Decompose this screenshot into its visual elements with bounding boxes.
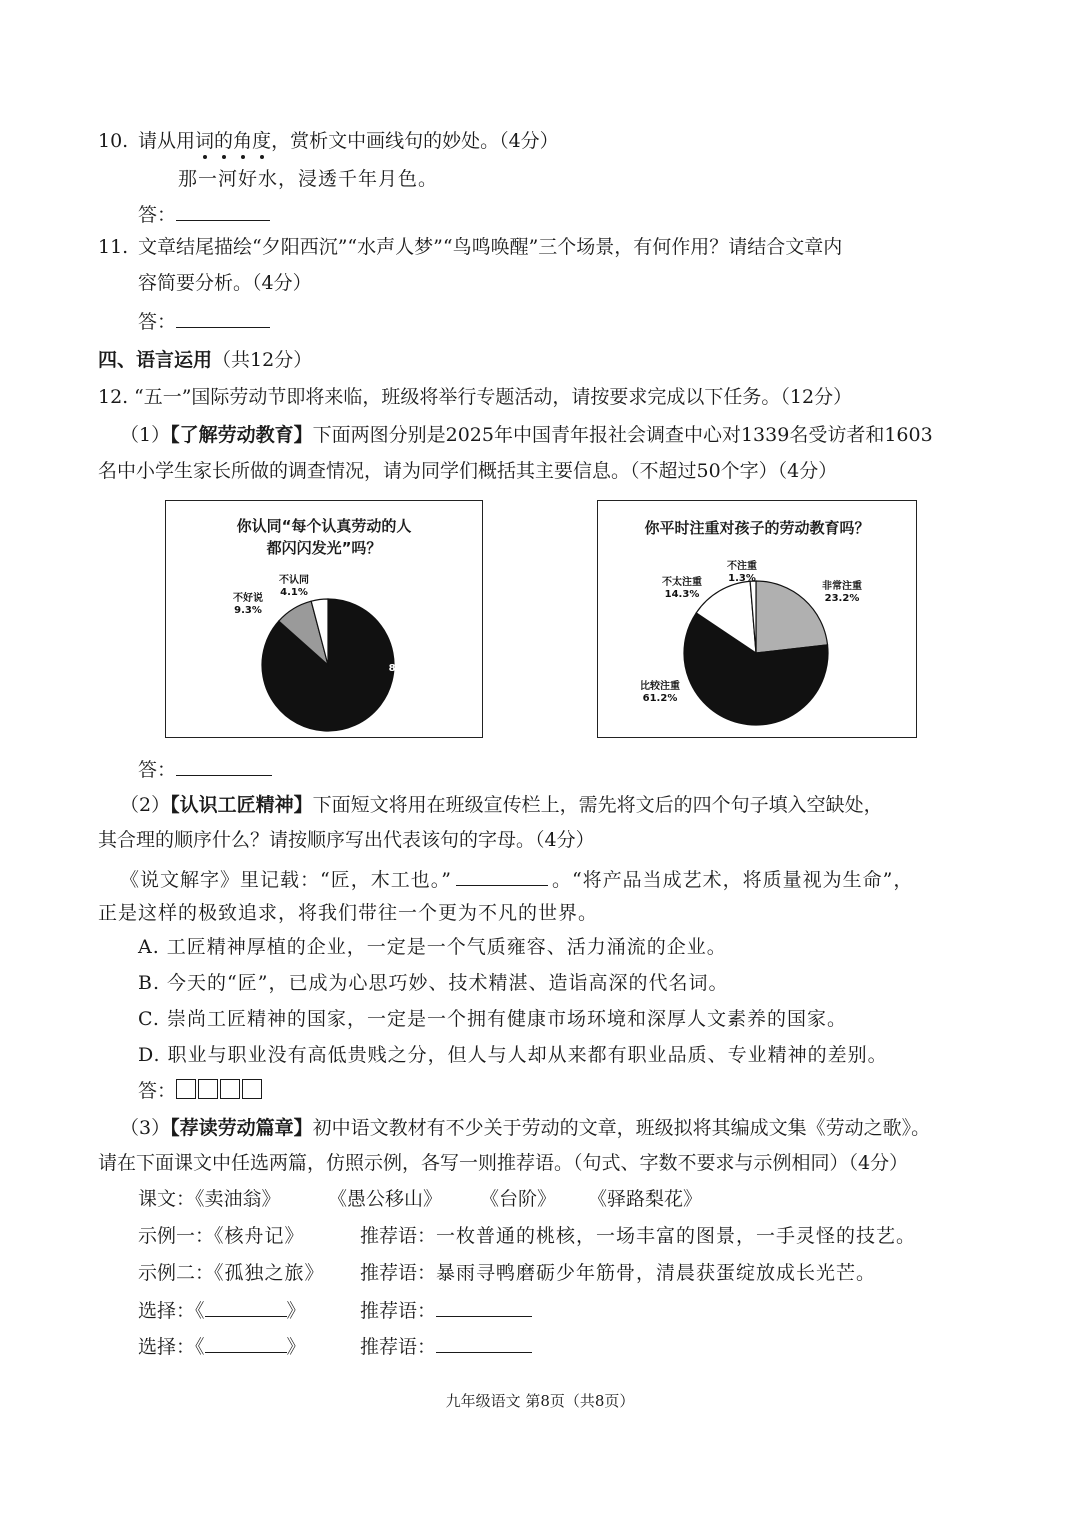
chart1-value-0: 86.6% (388, 663, 424, 674)
part3-text1: 初中语文教材有不少关于劳动的文章，班级拟将其编成文集《劳动之歌》。 (312, 1117, 931, 1139)
q12-part1-line1 (120, 422, 933, 448)
q10-prompt-emphasis (176, 130, 271, 152)
q11-answer-label: 答： (138, 311, 177, 333)
part2-answer-label: 答： (138, 1080, 177, 1102)
choice2-label: 选择： (138, 1336, 196, 1358)
choice-1 (138, 1296, 1038, 1324)
text-4: 《驿路梨花》 (588, 1188, 703, 1210)
passage-blank[interactable] (456, 865, 548, 886)
choice-2 (138, 1332, 1038, 1360)
chart2-label-3: 不注重 (727, 561, 757, 572)
q11-number: 11. (98, 236, 129, 258)
q12-number: 12. (98, 386, 129, 408)
q10-answer (138, 200, 270, 228)
answer-box-4[interactable] (242, 1079, 262, 1099)
q10-answer-blank[interactable] (176, 200, 270, 221)
chart-pie-2 (597, 500, 917, 738)
q10-emphasis-char: 的 (214, 130, 234, 152)
text-2: 《愚公移山》 (328, 1188, 443, 1210)
chart1-label-1: 不好说 (233, 593, 263, 604)
choice2-rec-label: 推荐语： (360, 1336, 437, 1358)
chart2-title: 你平时注重对孩子的劳动教育吗？ (644, 519, 870, 537)
part2-passage-line1 (120, 865, 913, 893)
passage-part-b: 。“将产品当成艺术，将质量视为生命”， (551, 869, 914, 891)
chart2-label-1: 比较注重 (640, 681, 680, 692)
part1-answer-label: 答： (138, 759, 177, 781)
option-a: A. 工匠精神厚植的企业，一定是一个气质雍容、活力涌流的企业。 (138, 936, 727, 958)
example-2 (138, 1260, 1038, 1286)
passage-part-a: 《说文解字》里记载：“匠，木工也。” (120, 869, 452, 891)
part2-answer (138, 1078, 264, 1104)
q10-emphasis-char: 用 (176, 130, 196, 152)
q11-line1: 文章结尾描绘“夕阳西沉”“水声人梦”“鸟鸣唤醒”三个场景，有何作用？请结合文章内 (138, 236, 843, 258)
section4-score: （共12分） (212, 349, 313, 371)
part2-index: （2） (120, 794, 171, 816)
text-3: 《台阶》 (480, 1188, 557, 1210)
choice2-open: 《 (195, 1336, 205, 1358)
choice2-close: 》 (286, 1336, 306, 1358)
q12-part1-line2: 名中小学生家长所做的调查情况，请为同学们概括其主要信息。（不超过50个字）（4分） (98, 460, 838, 482)
ex1-title: 《核舟记》 (214, 1225, 305, 1247)
choice1-rec-blank[interactable] (436, 1296, 532, 1317)
section4-heading (98, 347, 312, 373)
q10-quote: 那一河好水，浸透千年月色。 (178, 168, 439, 190)
q11-answer-blank[interactable] (176, 307, 270, 328)
page-footer: 九年级语文 第8页（共8页） (445, 1392, 635, 1410)
chart1-svg (166, 501, 482, 737)
q10-emphasis-char: 角 (233, 130, 253, 152)
q12-part3-line2: 请在下面课文中任选两篇，仿照示例，各写一则推荐语。（句式、字数不要求与示例相同）（4分） (98, 1152, 909, 1174)
part1-tag: 【了解劳动教育】 (170, 424, 313, 446)
part2-tag: 【认识工匠精神】 (170, 794, 313, 816)
chart1-title-line1: 你认同“每个认真劳动的人 (236, 517, 412, 535)
part1-text1: 下面两图分别是2025年中国青年报社会调查中心对1339名受访者和1603 (312, 424, 933, 446)
q12-intro-text: “五一”国际劳动节即将来临，班级将举行专题活动，请按要求完成以下任务。（12分） (134, 386, 853, 408)
q12-part2-line2: 其合理的顺序什么？请按顺序写出代表该句的字母。（4分） (98, 829, 595, 851)
q11-line2: 容简要分析。（4分） (138, 272, 312, 294)
choice1-title-blank[interactable] (205, 1296, 287, 1317)
chart2-value-1: 61.2% (642, 693, 678, 704)
chart2-value-0: 23.2% (824, 593, 860, 604)
answer-box-2[interactable] (198, 1079, 218, 1099)
option-c: C. 崇尚工匠精神的国家，一定是一个拥有健康市场环境和深厚人文素养的国家。 (138, 1008, 847, 1030)
q10-answer-label: 答： (138, 204, 177, 226)
chart1-label-0: 认同 (396, 651, 416, 662)
section4-title: 四、语言运用 (98, 349, 213, 371)
answer-box-1[interactable] (176, 1079, 196, 1099)
q10-number: 10. (98, 130, 129, 152)
chart2-slice-0 (756, 581, 828, 653)
choice2-title-blank[interactable] (205, 1332, 287, 1353)
q12-part3-line1 (120, 1115, 930, 1141)
answer-box-3[interactable] (220, 1079, 240, 1099)
ex1-rec-label: 推荐语： (360, 1225, 437, 1247)
ex2-rec: 暴雨寻鸭磨砺少年筋骨，清晨获蛋绽放成长光芒。 (436, 1262, 877, 1284)
chart2-value-2: 14.3% (664, 589, 700, 600)
q10-emphasis-char: 度 (252, 130, 272, 152)
chart2-label-0: 非常注重 (822, 581, 862, 592)
part3-tag: 【荐读劳动篇章】 (170, 1117, 313, 1139)
q11-answer (138, 307, 270, 335)
part3-texts (138, 1186, 703, 1212)
q12-part2-line1 (120, 792, 883, 818)
chart1-title-line2: 都闪闪发光”吗？ (266, 539, 382, 557)
ex1-rec: 一枚普通的桃核，一场丰富的图景，一手灵怪的技艺。 (436, 1225, 917, 1247)
ex2-title: 《孤独之旅》 (214, 1262, 325, 1284)
chart-pie-1 (165, 500, 483, 738)
chart2-svg (598, 501, 916, 737)
q10-prompt-pre: 请从 (138, 130, 177, 152)
choice1-open: 《 (195, 1300, 205, 1322)
option-b: B. 今天的“匠”，已成为心思巧妙、技术精湛、造诣高深的代名词。 (138, 972, 729, 994)
choice2-rec-blank[interactable] (436, 1332, 532, 1353)
example-1 (138, 1223, 1038, 1249)
chart2-label-2: 不太注重 (662, 577, 702, 588)
chart1-value-2: 4.1% (280, 587, 308, 598)
chart2-value-3: 1.3% (728, 573, 756, 584)
text-1: 《卖油翁》 (195, 1188, 281, 1210)
texts-label: 课文： (138, 1188, 196, 1210)
option-d: D. 职业与职业没有高低贵贱之分，但人与人却从来都有职业品质、专业精神的差别。 (138, 1044, 888, 1066)
q10-prompt-post: ，赏析文中画线句的妙处。（4分） (271, 130, 559, 152)
part1-answer-blank[interactable] (176, 755, 272, 776)
choice1-close: 》 (286, 1300, 306, 1322)
ex2-label: 示例二： (138, 1262, 215, 1284)
q10-emphasis-char: 词 (195, 130, 215, 152)
ex1-label: 示例一： (138, 1225, 215, 1247)
part2-passage-line2: 正是这样的极致追求，将我们带往一个更为不凡的世界。 (98, 902, 599, 924)
part2-text1: 下面短文将用在班级宣传栏上，需先将文后的四个句子填入空缺处， (312, 794, 883, 816)
chart1-value-1: 9.3% (234, 605, 262, 616)
chart1-label-2: 不认同 (279, 575, 309, 586)
choice1-label: 选择： (138, 1300, 196, 1322)
part1-index: （1） (120, 424, 171, 446)
part3-index: （3） (120, 1117, 171, 1139)
choice1-rec-label: 推荐语： (360, 1300, 437, 1322)
part1-answer (138, 755, 272, 783)
ex2-rec-label: 推荐语： (360, 1262, 437, 1284)
